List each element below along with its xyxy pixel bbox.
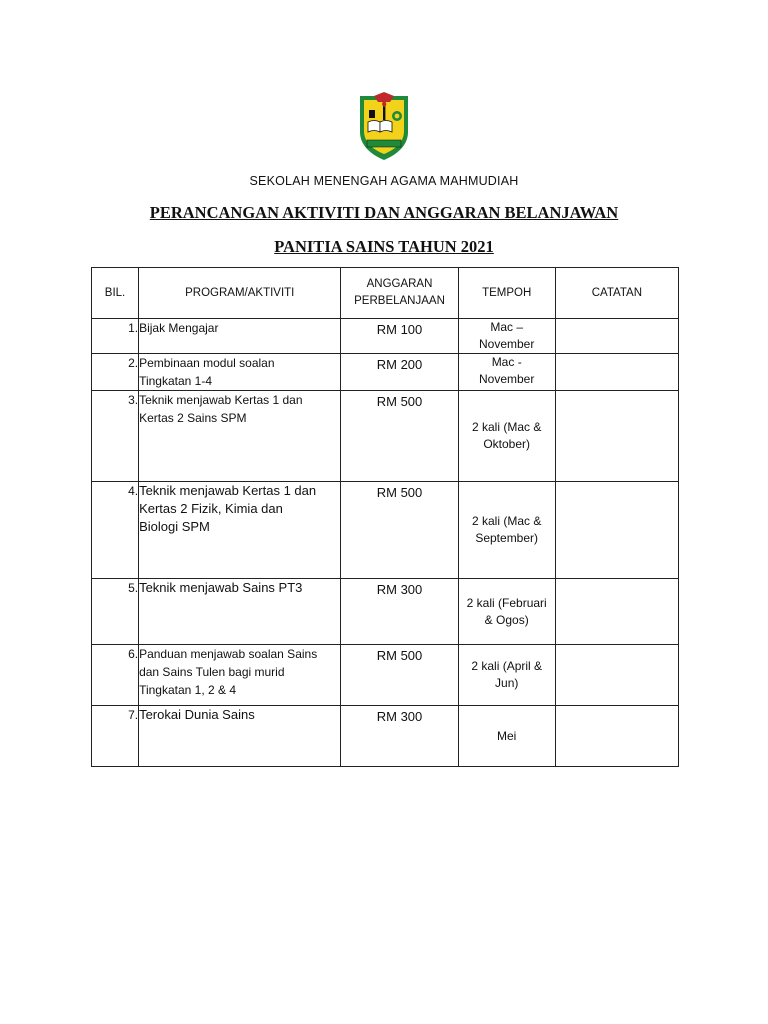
row-catatan [555, 391, 678, 482]
row-tempoh-line2: September) [475, 531, 539, 545]
row-program-line1: Teknik menjawab Kertas 1 dan [139, 393, 303, 407]
row-program-line2: Kertas 2 Sains SPM [139, 411, 247, 425]
row-anggaran: RM 500 [376, 485, 423, 500]
table-row [92, 645, 679, 706]
header-anggaran-line2: PERBELANJAAN [354, 295, 445, 307]
row-catatan [555, 319, 678, 354]
table-row [92, 354, 679, 391]
row-tempoh-line1: 2 kali (Mac & [472, 514, 542, 528]
row-program-line1: Panduan menjawab soalan Sains [139, 647, 318, 661]
row-catatan [555, 645, 678, 706]
row-tempoh-line1: Mac - [491, 355, 522, 369]
header-program: PROGRAM/AKTIVITI [139, 268, 341, 319]
row-program-line1: Pembinaan modul soalan [139, 356, 275, 370]
row-anggaran: RM 300 [376, 582, 423, 597]
row-program-line3: Biologi SPM [139, 519, 210, 534]
school-name: SEKOLAH MENENGAH AGAMA MAHMUDIAH [249, 174, 519, 188]
row-tempoh-line2: Oktober) [483, 437, 531, 451]
header-anggaran-line1: ANGGARAN [366, 278, 433, 290]
row-tempoh-line1: 2 kali (April & [471, 659, 543, 673]
row-tempoh-line1: 2 kali (Mac & [472, 420, 542, 434]
activity-budget-table [91, 267, 679, 767]
row-number: 2. [128, 356, 139, 370]
row-program: Bijak Mengajar [139, 321, 219, 335]
row-number: 1. [128, 321, 139, 335]
row-number: 3. [128, 393, 139, 407]
document-subtitle: PANITIA SAINS TAHUN 2021 [274, 237, 494, 256]
school-crest-icon [356, 92, 412, 162]
row-program-line2: Kertas 2 Fizik, Kimia dan [139, 501, 283, 516]
row-anggaran: RM 200 [376, 357, 423, 372]
header-anggaran [341, 268, 458, 319]
row-program-line2: dan Sains Tulen bagi murid [139, 665, 285, 679]
row-catatan [555, 354, 678, 391]
row-tempoh: Mei [497, 728, 517, 743]
row-tempoh-line2: Jun) [495, 676, 519, 690]
row-anggaran: RM 500 [376, 648, 423, 663]
table-row [92, 391, 679, 482]
row-program: Teknik menjawab Sains PT3 [139, 580, 303, 595]
header-tempoh: TEMPOH [458, 268, 555, 319]
row-anggaran: RM 300 [376, 709, 423, 724]
header-catatan: CATATAN [555, 268, 678, 319]
row-tempoh-line2: & Ogos) [484, 612, 529, 627]
header-bil: BIL. [92, 268, 139, 319]
table-row [92, 579, 679, 645]
row-tempoh-line2: November [479, 372, 535, 386]
row-program-line1: Teknik menjawab Kertas 1 dan [139, 483, 317, 498]
table-header-row [92, 268, 679, 319]
table-row [92, 319, 679, 354]
row-number: 5. [128, 581, 139, 595]
row-program-line2: Tingkatan 1-4 [139, 374, 213, 388]
row-tempoh-line1: Mac – [490, 320, 524, 334]
row-program-line3: Tingkatan 1, 2 & 4 [139, 683, 237, 697]
row-number: 4. [128, 484, 139, 498]
row-number: 6. [128, 647, 139, 661]
row-catatan [555, 706, 678, 767]
table-row [92, 706, 679, 767]
row-anggaran: RM 100 [376, 322, 423, 337]
row-tempoh-line1: 2 kali (Februari [466, 595, 547, 610]
row-catatan [555, 482, 678, 579]
row-anggaran: RM 500 [376, 394, 423, 409]
row-number: 7. [128, 708, 139, 722]
row-catatan [555, 579, 678, 645]
document-title: PERANCANGAN AKTIVITI DAN ANGGARAN BELANJAWAN [149, 203, 619, 222]
row-tempoh-line2: November [479, 337, 535, 351]
table-row [92, 482, 679, 579]
row-program: Terokai Dunia Sains [139, 707, 255, 722]
